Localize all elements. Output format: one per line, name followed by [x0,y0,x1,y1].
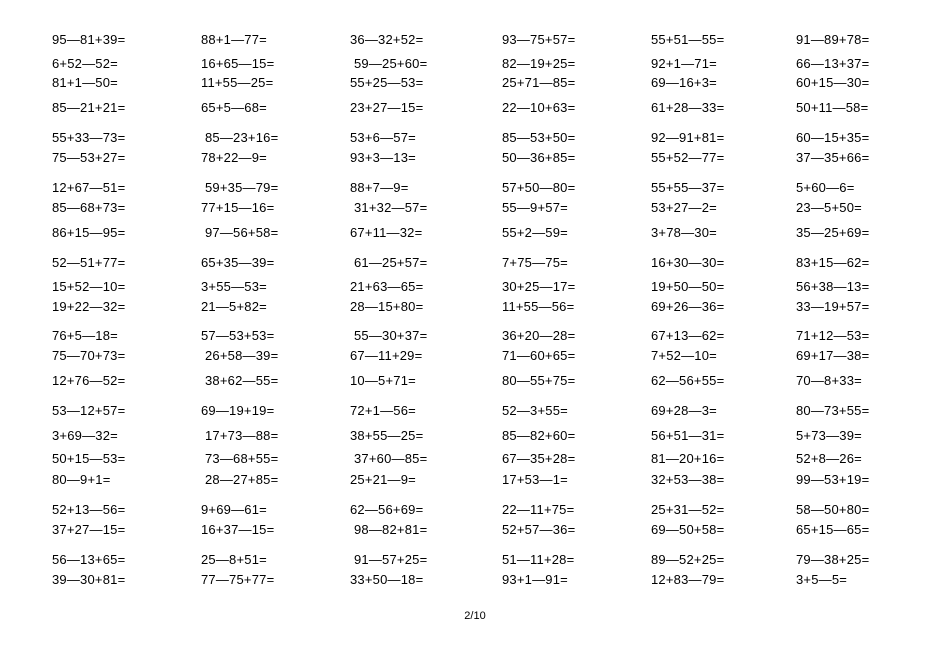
math-problem: 93+3—13= [350,150,416,165]
math-problem: 69+28—3= [651,403,717,418]
math-problem: 19+22—32= [52,299,126,314]
math-problem: 78+22—9= [201,150,267,165]
math-problem: 85—82+60= [502,428,576,443]
math-problem: 55+51—55= [651,32,725,47]
math-problem: 85—68+73= [52,200,126,215]
math-problem: 12+67—51= [52,180,126,195]
math-problem: 69—50+58= [651,522,725,537]
page-number: 2/10 [464,610,486,622]
math-problem: 17+73—88= [205,428,279,443]
math-problem: 38+55—25= [350,428,424,443]
math-problem: 98—82+81= [354,522,428,537]
math-problem: 22—10+63= [502,100,576,115]
math-problem: 31+32—57= [354,200,428,215]
math-problem: 65+15—65= [796,522,870,537]
math-problem: 37+60—85= [354,451,428,466]
math-problem: 91—57+25= [354,552,428,567]
math-problem: 52—3+55= [502,403,568,418]
math-problem: 65+5—68= [201,100,267,115]
math-problem: 67+13—62= [651,328,725,343]
math-problem: 33+50—18= [350,572,424,587]
math-problem: 5+60—6= [796,180,855,195]
math-problem: 32+53—38= [651,472,725,487]
math-problem: 93+1—91= [502,572,568,587]
math-problem: 80—9+1= [52,472,111,487]
math-problem: 75—53+27= [52,150,126,165]
math-problem: 57—53+53= [201,328,275,343]
math-problem: 25—8+51= [201,552,267,567]
math-problem: 52+8—26= [796,451,862,466]
math-problem: 69+26—36= [651,299,725,314]
math-problem: 52—51+77= [52,255,126,270]
math-problem: 55+33—73= [52,130,126,145]
math-problem: 19+50—50= [651,279,725,294]
math-problem: 67+11—32= [350,225,423,240]
math-problem: 69—19+19= [201,403,275,418]
math-problem: 72+1—56= [350,403,416,418]
math-problem: 81+1—50= [52,75,118,90]
math-problem: 55+52—77= [651,150,725,165]
math-problem: 23—5+50= [796,200,862,215]
math-problem: 3+78—30= [651,225,717,240]
math-problem: 22—11+75= [502,502,575,517]
math-problem: 37+27—15= [52,522,126,537]
math-problem: 70—8+33= [796,373,862,388]
math-problem: 16+30—30= [651,255,725,270]
math-problem: 92—91+81= [651,130,725,145]
math-problem: 91—89+78= [796,32,870,47]
math-problem: 16+37—15= [201,522,275,537]
math-problem: 28—27+85= [205,472,279,487]
math-problem: 11+55—25= [201,75,274,90]
math-problem: 71+12—53= [796,328,870,343]
math-problem: 26+58—39= [205,348,279,363]
math-problem: 55—30+37= [354,328,428,343]
math-problem: 73—68+55= [205,451,279,466]
math-problem: 57+50—80= [502,180,576,195]
math-problem: 9+69—61= [201,502,267,517]
math-problem: 37—35+66= [796,150,870,165]
math-problem: 23+27—15= [350,100,424,115]
math-problem: 6+52—52= [52,56,118,71]
math-problem: 15+52—10= [52,279,126,294]
math-problem: 3+69—32= [52,428,118,443]
math-problem: 55+55—37= [651,180,725,195]
math-problem: 30+25—17= [502,279,576,294]
math-problem: 61+28—33= [651,100,725,115]
math-problem: 58—50+80= [796,502,870,517]
math-problem: 76+5—18= [52,328,118,343]
math-problem: 7+52—10= [651,348,717,363]
math-problem: 36+20—28= [502,328,576,343]
math-problem: 66—13+37= [796,56,870,71]
math-problem: 50—36+85= [502,150,576,165]
math-problem: 53—12+57= [52,403,126,418]
math-problem: 93—75+57= [502,32,576,47]
math-problem: 85—21+21= [52,100,126,115]
math-problem: 12+83—79= [651,572,725,587]
math-problem: 21+63—65= [350,279,424,294]
math-problem: 52+13—56= [52,502,126,517]
math-problem: 60+15—30= [796,75,870,90]
math-problem: 89—52+25= [651,552,725,567]
math-problem: 65+35—39= [201,255,275,270]
math-problem: 35—25+69= [796,225,870,240]
math-problem: 36—32+52= [350,32,424,47]
math-problem: 25+71—85= [502,75,576,90]
math-problem: 92+1—71= [651,56,717,71]
math-problem: 50+11—58= [796,100,869,115]
math-problem: 59—25+60= [354,56,428,71]
math-problem: 38+62—55= [205,373,279,388]
math-problem: 81—20+16= [651,451,725,466]
math-problem: 7+75—75= [502,255,568,270]
math-problem: 75—70+73= [52,348,126,363]
math-problem: 79—38+25= [796,552,870,567]
math-problem: 62—56+55= [651,373,725,388]
math-problem: 67—35+28= [502,451,576,466]
math-problem: 61—25+57= [354,255,428,270]
math-problem: 97—56+58= [205,225,279,240]
math-problem: 62—56+69= [350,502,424,517]
math-problem: 67—11+29= [350,348,423,363]
math-problem: 25+31—52= [651,502,725,517]
math-problem: 3+5—5= [796,572,848,587]
math-problem: 56+51—31= [651,428,725,443]
math-problem: 69+17—38= [796,348,870,363]
math-problem: 16+65—15= [201,56,275,71]
math-problem: 33—19+57= [796,299,870,314]
math-problem: 86+15—95= [52,225,126,240]
math-problem: 85—23+16= [205,130,279,145]
math-problem: 55—9+57= [502,200,568,215]
math-problem: 10—5+71= [350,373,416,388]
math-problem: 77—75+77= [201,572,275,587]
math-problem: 51—11+28= [502,552,575,567]
math-problem: 82—19+25= [502,56,576,71]
math-problem: 88+7—9= [350,180,409,195]
math-problem: 21—5+82= [201,299,267,314]
math-problem: 12+76—52= [52,373,126,388]
math-problem: 60—15+35= [796,130,870,145]
math-problem: 11+55—56= [502,299,575,314]
math-problem: 56+38—13= [796,279,870,294]
math-problem: 80—55+75= [502,373,576,388]
math-problem: 53+27—2= [651,200,717,215]
math-problem: 77+15—16= [201,200,275,215]
math-problem: 71—60+65= [502,348,576,363]
math-problem: 25+21—9= [350,472,416,487]
math-problem: 83+15—62= [796,255,870,270]
math-problem: 5+73—39= [796,428,862,443]
math-problem: 50+15—53= [52,451,126,466]
math-problem: 69—16+3= [651,75,717,90]
math-problem: 99—53+19= [796,472,870,487]
math-problem: 3+55—53= [201,279,267,294]
math-problem: 95—81+39= [52,32,126,47]
math-problem: 39—30+81= [52,572,126,587]
math-problem: 28—15+80= [350,299,424,314]
math-problem: 17+53—1= [502,472,568,487]
math-problem: 80—73+55= [796,403,870,418]
math-problem: 55+2—59= [502,225,568,240]
math-problem: 59+35—79= [205,180,279,195]
math-problem: 56—13+65= [52,552,126,567]
math-problem: 85—53+50= [502,130,576,145]
math-problem: 53+6—57= [350,130,416,145]
math-problem: 52+57—36= [502,522,576,537]
math-problem: 55+25—53= [350,75,424,90]
math-problem: 88+1—77= [201,32,267,47]
